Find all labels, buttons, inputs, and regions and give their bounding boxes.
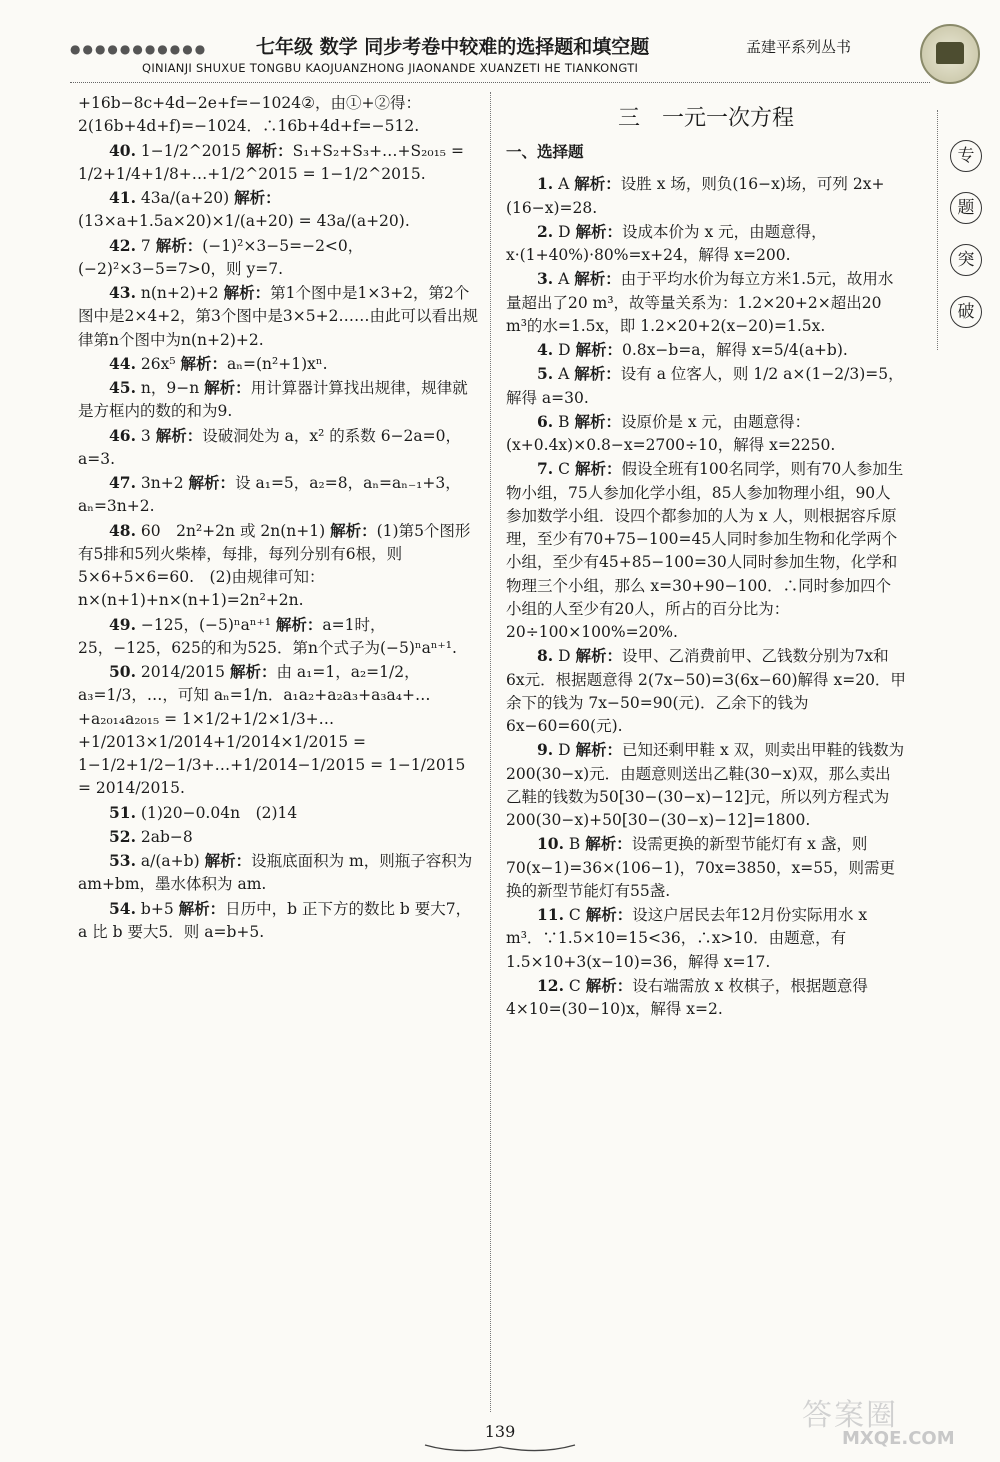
item-number: 51. [109, 802, 136, 822]
page-header [70, 26, 930, 86]
item-answer: n，9−n [140, 379, 200, 397]
answer-item [78, 519, 478, 613]
item-number: 50. [109, 662, 136, 681]
item-text: 已知还剩甲鞋 x 双，则卖出甲鞋的钱数为200(30−x)元．由题意则送出乙鞋(30−x)双，那么卖出乙鞋的钱数为50[30−(30−x)−12]元，所以列方程式为 200(30−x)+50[30−(30−x)−12]=1800. [506, 741, 905, 829]
item-text: 设右端需放 x 枚棋子，根据题意得 4×10=(30−10)x，解得 x=2. [506, 976, 868, 1018]
answer-item [506, 457, 906, 644]
item-text: 设需更换的新型节能灯有 x 盏，则 70(x−1)=36×(106−1)，70x=3850，x=55，则需更换的新型节能灯有55盏. [506, 835, 895, 900]
right-column [506, 92, 906, 1021]
item-text: 设破洞处为 a，x² 的系数 6−2a=0，a=3. [78, 426, 462, 468]
item-text: 由 a₁=1，a₂=1/2，a₃=1/3，…，可知 aₙ=1/n．a₁a₂+a₂a₃+a₃a₄+…+a₂₀₁₄a₂₀₁₅ = 1×1/2+1/2×1/3+…+1/2013×1/2014+1/2014×1/2015 = 1−1/2+1/2−1/3+…+1/2014−1/2015 = 1−1/2015 = 2014/2015. [78, 663, 466, 798]
item-answer: C [568, 906, 581, 924]
item-text: 设成本价为 x 元，由题意得，x·(1+40%)·80%=x+24，解得 x=200. [506, 222, 827, 264]
item-number: 12. [537, 975, 564, 995]
column-divider [490, 92, 491, 1412]
item-number: 44. [109, 353, 136, 373]
answer-list [506, 172, 906, 1021]
item-label: 解析： [223, 284, 271, 302]
book-title: 七年级 数学 同步考卷中较难的选择题和填空题 [256, 36, 650, 58]
answer-item [506, 410, 906, 458]
item-label: 解析： [574, 175, 621, 194]
item-answer: 1−1/2^2015 [140, 141, 242, 160]
answer-item [78, 376, 478, 424]
item-number: 8. [537, 646, 554, 666]
left-column [78, 92, 478, 944]
item-label: 解析： [204, 852, 252, 870]
item-label: 解析： [575, 222, 623, 241]
item-number: 11. [537, 905, 564, 924]
header-dots: ●●●●●●●●●●● [70, 42, 208, 56]
item-number: 4. [537, 340, 554, 359]
item-answer: 2014/2015 [140, 663, 226, 681]
item-answer: b+5 [140, 899, 174, 918]
publisher-logo-icon [920, 24, 980, 84]
item-number: 1. [537, 174, 554, 194]
item-label: 解析： [574, 412, 621, 431]
item-number: 43. [109, 283, 136, 302]
answer-item [78, 92, 478, 139]
answer-item [506, 738, 906, 832]
watermark [802, 1390, 982, 1452]
item-answer: 2ab−8 [140, 827, 193, 846]
item-label: 解析： [585, 976, 633, 995]
section-title: 三 一元一次方程 [617, 106, 794, 131]
item-answer: a/(a+b) [140, 852, 200, 870]
item-answer: n(n+2)+2 [140, 284, 219, 302]
item-label: 解析： [155, 426, 203, 445]
answer-item [506, 220, 906, 268]
item-label: 解析： [574, 460, 622, 479]
side-tab-2: 题 [950, 192, 982, 224]
item-text: 设甲、乙消费前甲、乙钱数分别为7x和6x元．根据题意得 2(7x−50)=3(6x−60)解得 x=20．甲余下的钱为 7x−50=90(元)．乙余下的钱为 6x−60=60(元). [506, 647, 906, 735]
item-label: 解析： [229, 663, 277, 681]
item-answer: B [558, 412, 570, 431]
answer-item [506, 974, 906, 1022]
item-text: (13×a+1.5a×20)×1/(a+20) = 43a/(a+20). [78, 212, 410, 231]
section-subtitle: 一、选择题 [506, 143, 584, 161]
item-number: 40. [109, 140, 136, 160]
item-label: 解析： [574, 365, 621, 384]
item-number: 53. [109, 851, 136, 870]
answer-item [78, 849, 478, 897]
item-answer: D [558, 741, 571, 760]
item-number: 41. [109, 188, 136, 207]
item-label: 解析： [575, 341, 623, 359]
item-text: a=1时，25，−125，625的和为525．第n个式子为(−5)ⁿaⁿ⁺¹. [78, 615, 457, 657]
answer-item [78, 801, 478, 825]
item-number: 9. [537, 740, 554, 760]
item-text: 假设全班有100名同学，则有70人参加生物小组，75人参加化学小组，85人参加物理小组，90人参加数学小组．设四个都参加的人为 x 人，则根据容斥原理，至少有70+75−100=45人同时参加生物和化学两个小组，至少有45+85−100=30人同时参加生物，化学和物理三个小组，那么 x=30+90−100．∴同时参加四个小组的人至少有20人，所占的百分比为：20÷100×100%=20%. [506, 460, 904, 641]
item-answer: 7 [140, 236, 151, 255]
item-answer: 43a/(a+20) [140, 189, 230, 207]
item-answer: 3n+2 [140, 474, 184, 492]
answer-item [506, 903, 906, 974]
item-text: 设有 a 位客人，则 1/2 a×(1−2/3)=5，解得 a=30. [506, 365, 904, 407]
item-answer: B [568, 835, 581, 854]
item-text: 用计算器计算找出规律，规律就是方框内的数的和为9. [78, 379, 468, 421]
watermark-domain: MXQE.COM [842, 1428, 955, 1449]
watermark-text: 答案圈 [802, 1398, 898, 1433]
item-number: 3. [537, 269, 554, 289]
header-rule [70, 82, 930, 83]
item-label: 解析： [574, 270, 621, 289]
item-answer: A [558, 175, 570, 194]
item-label: 解析： [178, 899, 226, 918]
footer-swirl-icon [420, 1441, 580, 1457]
item-answer: (1)20−0.04n (2)14 [140, 803, 298, 822]
item-label: 解析： [275, 615, 323, 634]
answer-item [78, 139, 478, 187]
item-label: 解析： [585, 906, 633, 924]
item-label: 解析： [188, 474, 236, 492]
item-label: 解析： [234, 189, 281, 207]
item-number: 46. [109, 425, 136, 445]
item-number: 54. [109, 898, 136, 918]
answer-item [78, 897, 478, 945]
side-tabs [937, 110, 990, 350]
answer-item [78, 234, 478, 282]
item-text: 由于平均水价为每立方米1.5元，故用水量超出了20 m³，故等量关系为：1.2×20+2×超出20 m³的水=1.5x，即 1.2×20+2(x−20)=1.5x. [506, 270, 894, 335]
answer-item [78, 352, 478, 376]
item-number: 48. [109, 520, 136, 540]
item-number: 42. [109, 235, 136, 255]
side-tab-3: 突 [950, 244, 982, 276]
item-answer: −125，(−5)ⁿaⁿ⁺¹ [140, 615, 271, 634]
item-answer: D [558, 647, 571, 666]
item-text: 设 a₁=5，a₂=8，aₙ=aₙ₋₁+3，aₙ=3n+2. [78, 474, 461, 516]
item-text: 日历中，b 正下方的数比 b 要大7，a 比 b 要大5．则 a=b+5. [78, 899, 472, 941]
item-label: 解析： [575, 647, 623, 666]
item-number: 2. [537, 221, 554, 241]
item-text: 设这户居民去年12月份实际用水 x m³．∵1.5×10=15<36，∴x>10．由题意，有 1.5×10+3(x−10)=36，解得 x=17. [506, 906, 868, 971]
answer-item [78, 186, 478, 234]
item-number: 49. [109, 614, 136, 634]
item-answer: 60 2n²+2n 或 2n(n+1) [140, 521, 326, 540]
item-answer: C [568, 976, 581, 995]
series-name: 孟建平系列丛书 [746, 38, 852, 56]
item-number: 45. [109, 378, 136, 397]
item-number: 10. [537, 834, 564, 854]
answer-item [78, 471, 478, 519]
item-number: 7. [537, 459, 554, 479]
item-label: 解析： [204, 379, 251, 397]
item-label: 解析： [575, 741, 623, 760]
item-text: 0.8x−b=a，解得 x=5/4(a+b). [622, 341, 848, 359]
answer-item [506, 644, 906, 738]
answer-item [506, 832, 906, 903]
item-label: 解析： [330, 521, 377, 540]
item-answer: D [558, 341, 571, 359]
answer-item [78, 613, 478, 661]
item-answer: A [558, 365, 570, 384]
answer-item [506, 338, 906, 362]
side-tab-1: 专 [950, 140, 982, 172]
item-number: 47. [109, 473, 136, 492]
item-text: 设胜 x 场，则负(16−x)场，可列 2x+(16−x)=28. [506, 175, 885, 217]
item-text: S₁+S₂+S₃+…+S₂₀₁₅ = 1/2+1/4+1/8+…+1/2^2015 = 1−1/2^2015. [78, 141, 464, 183]
answer-item [78, 660, 478, 801]
item-text: +16b−8c+4d−2e+f=−1024②，由①+②得：2(16b+4d+f)=−1024．∴16b+4d+f=−512. [78, 94, 421, 136]
item-text: (−1)²×3−5=−2<0，(−2)²×3−5=7>0，则 y=7. [78, 236, 364, 278]
item-answer: A [558, 270, 570, 289]
answer-item [506, 267, 906, 338]
item-label: 解析： [155, 236, 203, 255]
item-answer: D [558, 222, 571, 241]
item-text: (1)第5个图形有5排和5列火柴棒，每排，每列分别有6根，则5×6+5×6=60. (2)由规律可知：n×(n+1)+n×(n+1)=2n²+2n. [78, 521, 471, 610]
item-label: 解析： [585, 835, 632, 854]
item-answer: 3 [140, 426, 151, 445]
answer-item [78, 424, 478, 472]
item-text: 设瓶底面积为 m，则瓶子容积为 am+bm，墨水体积为 am. [78, 852, 473, 894]
answer-item [78, 825, 478, 849]
item-number: 6. [537, 411, 554, 431]
item-number: 5. [537, 364, 554, 384]
answer-item [78, 281, 478, 352]
page-number: 139 [484, 1422, 516, 1441]
item-label: 解析： [180, 354, 228, 373]
item-text: aₙ=(n²+1)xⁿ. [227, 354, 328, 373]
book-title-pinyin: QINIANJI SHUXUE TONGBU KAOJUANZHONG JIAONANDE XUANZETI HE TIANKONGTI [142, 61, 639, 75]
item-text: 第1个图中是1×3+2，第2个图中是2×4+2，第3个图中是3×5+2……由此可以看出规律第n个图中为n(n+2)+2. [78, 284, 478, 349]
item-answer: 26x⁵ [140, 354, 176, 373]
item-label: 解析： [246, 141, 293, 160]
item-number: 52. [109, 826, 136, 846]
item-answer: C [558, 460, 570, 479]
side-tab-4: 破 [950, 296, 982, 328]
answer-item [506, 172, 906, 220]
answer-item [506, 362, 906, 410]
item-text: 设原价是 x 元，由题意得：(x+0.4x)×0.8−x=2700÷10，解得 x=2250. [506, 412, 836, 454]
